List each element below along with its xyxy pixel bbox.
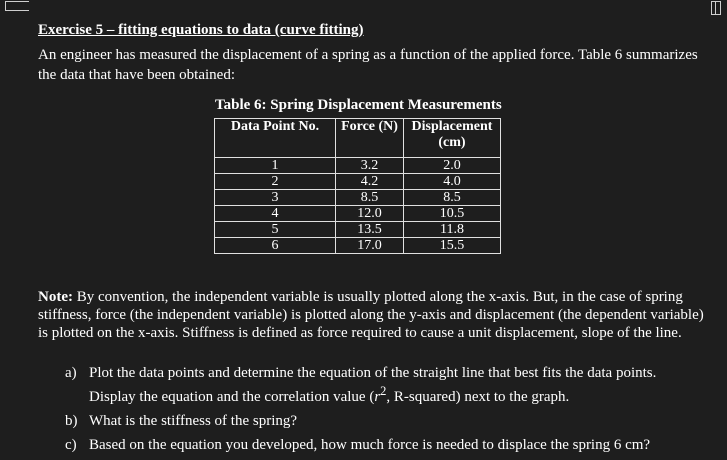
exercise-title: Exercise 5 – fitting equations to data (curve fitting) (38, 22, 364, 38)
question-a (65, 364, 705, 406)
note-text: By convention, the independent variable is usually plotted along the x-axis. But, in the case of spring stiffness, force (the independent variable) is plotted along the y-axis and displacement (the dependent variable) is plotted on the x-axis. Stiffness is defined as force required to cause a unit displacement, slope of the line. (38, 289, 704, 341)
table-row (215, 222, 501, 238)
question-list (65, 364, 705, 460)
cell-point: 2 (215, 174, 336, 190)
header-force: Force (N) (336, 119, 404, 158)
question-c-text: Based on the equation you developed, how much force is needed to displace the spring 6 cm? (89, 437, 651, 453)
page-corner-mark-right (711, 1, 721, 15)
table-row (215, 190, 501, 206)
cell-force: 17.0 (336, 238, 404, 254)
cell-displacement: 2.0 (404, 158, 501, 174)
header-data-point: Data Point No. (215, 119, 336, 158)
header-displacement: Displacement (cm) (404, 119, 501, 158)
table-row (215, 206, 501, 222)
table-row (215, 174, 501, 190)
cell-point: 3 (215, 190, 336, 206)
question-c (65, 436, 705, 454)
question-a-text-after: , R-squared) next to the graph. (386, 389, 570, 405)
cell-point: 4 (215, 206, 336, 222)
note-label: Note: (38, 289, 73, 305)
question-b-label: b) (65, 413, 78, 429)
cell-force: 13.5 (336, 222, 404, 238)
cell-point: 5 (215, 222, 336, 238)
question-a-math-r: r (374, 389, 381, 405)
spring-data-table (214, 118, 501, 254)
cell-force: 4.2 (336, 174, 404, 190)
question-c-label: c) (65, 437, 77, 453)
question-a-label: a) (65, 365, 77, 381)
cell-point: 6 (215, 238, 336, 254)
cell-displacement: 11.8 (404, 222, 501, 238)
question-b (65, 412, 705, 430)
cell-displacement: 4.0 (404, 174, 501, 190)
question-b-text: What is the stiffness of the spring? (89, 413, 298, 429)
table-row (215, 238, 501, 254)
table-caption: Table 6: Spring Displacement Measurements (215, 97, 502, 113)
intro-paragraph: An engineer has measured the displacement of a spring as a function of the applied force. Table 6 summarizes the data that have been obtained: (38, 47, 698, 83)
table-row (215, 158, 501, 174)
cell-displacement: 15.5 (404, 238, 501, 254)
table-header-row (215, 119, 501, 158)
cell-point: 1 (215, 158, 336, 174)
cell-force: 3.2 (336, 158, 404, 174)
question-a-text-before: Plot the data points and determine the equation of the straight line that best fits the data points. Display the equation and the correlation value ( (89, 365, 657, 405)
question-a-math-sup: 2 (380, 384, 387, 398)
cell-displacement: 10.5 (404, 206, 501, 222)
note-paragraph (38, 288, 708, 342)
cell-force: 12.0 (336, 206, 404, 222)
cell-force: 8.5 (336, 190, 404, 206)
cell-displacement: 8.5 (404, 190, 501, 206)
page-corner-mark-left (5, 1, 29, 11)
